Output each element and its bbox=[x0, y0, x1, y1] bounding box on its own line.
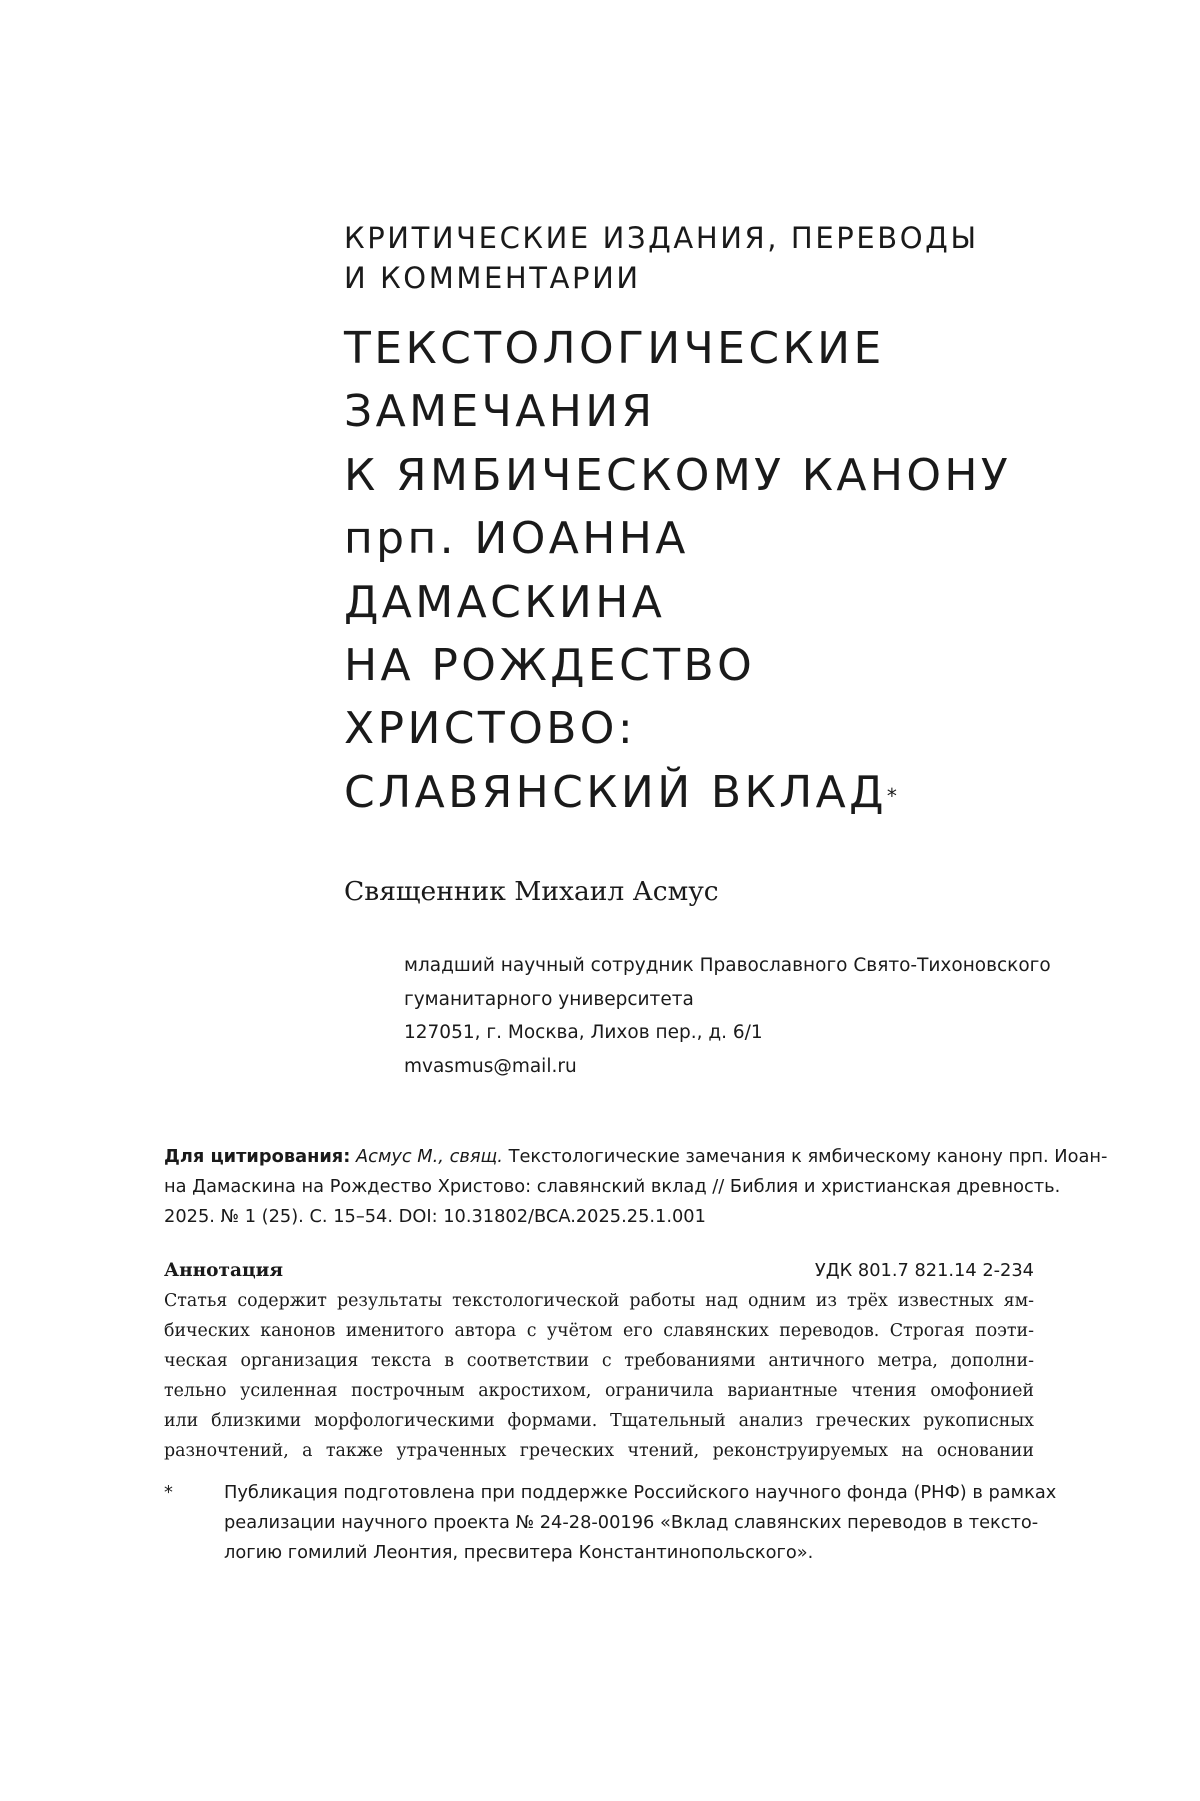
title-line: прп. ИОАННА bbox=[344, 513, 689, 565]
affiliation-institution: гуманитарного университета bbox=[404, 988, 694, 1010]
affiliation-position: младший научный сотрудник Православного Свято-Тихоновского bbox=[404, 955, 1051, 976]
citation-label: Для цитирования: bbox=[164, 1146, 351, 1167]
citation-text: Текстологические замечания к ямбическому канону прп. Иоан- bbox=[502, 1146, 1108, 1167]
title-line: ДАМАСКИНА bbox=[344, 576, 666, 628]
citation-block bbox=[164, 1142, 1108, 1232]
author-name: Священник Михаил Асмус bbox=[344, 876, 719, 907]
abstract-text bbox=[164, 1286, 1034, 1466]
title-line: НА РОЖДЕСТВО bbox=[344, 640, 756, 692]
citation-line: 2025. № 1 (25). С. 15–54. DOI: 10.31802/BCA.2025.25.1.001 bbox=[164, 1206, 706, 1227]
footnote-text bbox=[224, 1478, 1057, 1568]
title-line-last bbox=[344, 761, 1184, 824]
article-title bbox=[344, 317, 1184, 824]
section-label bbox=[344, 218, 1064, 298]
title-line: ЗАМЕЧАНИЯ bbox=[344, 386, 656, 438]
footnote-line: Публикация подготовлена при поддержке Российского научного фонда (РНФ) в рамках bbox=[224, 1482, 1057, 1503]
footnote-line: логию гомилий Леонтия, пресвитера Константинопольского». bbox=[224, 1542, 814, 1563]
title-footnote-mark: * bbox=[886, 783, 897, 808]
abstract-line: бических канонов именитого автора с учётом его славянских переводов. Строгая поэти- bbox=[164, 1321, 1034, 1341]
affiliation-address: 127051, г. Москва, Лихов пер., д. 6/1 bbox=[404, 1022, 763, 1043]
abstract-line: ческая организация текста в соответствии с требованиями античного метра, дополни- bbox=[164, 1351, 1034, 1371]
title-line: ТЕКСТОЛОГИЧЕСКИЕ bbox=[344, 323, 885, 374]
annotation-header bbox=[164, 1256, 1034, 1286]
section-label-line: И КОММЕНТАРИИ bbox=[344, 261, 641, 295]
citation-author: Асмус М., свящ. bbox=[356, 1146, 503, 1167]
abstract-line: Статья содержит результаты текстологической работы над одним из трёх известных ям- bbox=[164, 1291, 1034, 1311]
abstract-line: или близкими морфологическими формами. Тщательный анализ греческих рукописных bbox=[164, 1411, 1034, 1431]
title-line: ХРИСТОВО: bbox=[344, 703, 637, 755]
title-line: К ЯМБИЧЕСКОМУ КАНОНУ bbox=[344, 449, 1012, 501]
annotation-label: Аннотация bbox=[164, 1260, 283, 1281]
footnote-line: реализации научного проекта № 24-28-00196 «Вклад славянских переводов в тексто- bbox=[224, 1512, 1039, 1533]
section-label-line: КРИТИЧЕСКИЕ ИЗДАНИЯ, ПЕРЕВОДЫ bbox=[344, 221, 979, 255]
citation-line bbox=[164, 1142, 1108, 1172]
udc-code: УДК 801.7 821.14 2-234 bbox=[814, 1260, 1034, 1281]
affiliation-email: mvasmus@mail.ru bbox=[404, 1055, 577, 1077]
citation-line: на Дамаскина на Рождество Христово: славянский вклад // Библия и христианская древность. bbox=[164, 1176, 1061, 1197]
author-affiliation bbox=[404, 949, 1051, 1083]
abstract-line: разночтений, а также утраченных греческих чтений, реконструируемых на основании bbox=[164, 1441, 1034, 1461]
footnote-mark: * bbox=[164, 1482, 173, 1503]
abstract-line: тельно усиленная построчным акростихом, ограничила вариантные чтения омофонией bbox=[164, 1381, 1034, 1401]
title-line: СЛАВЯНСКИЙ ВКЛАД bbox=[344, 766, 887, 818]
